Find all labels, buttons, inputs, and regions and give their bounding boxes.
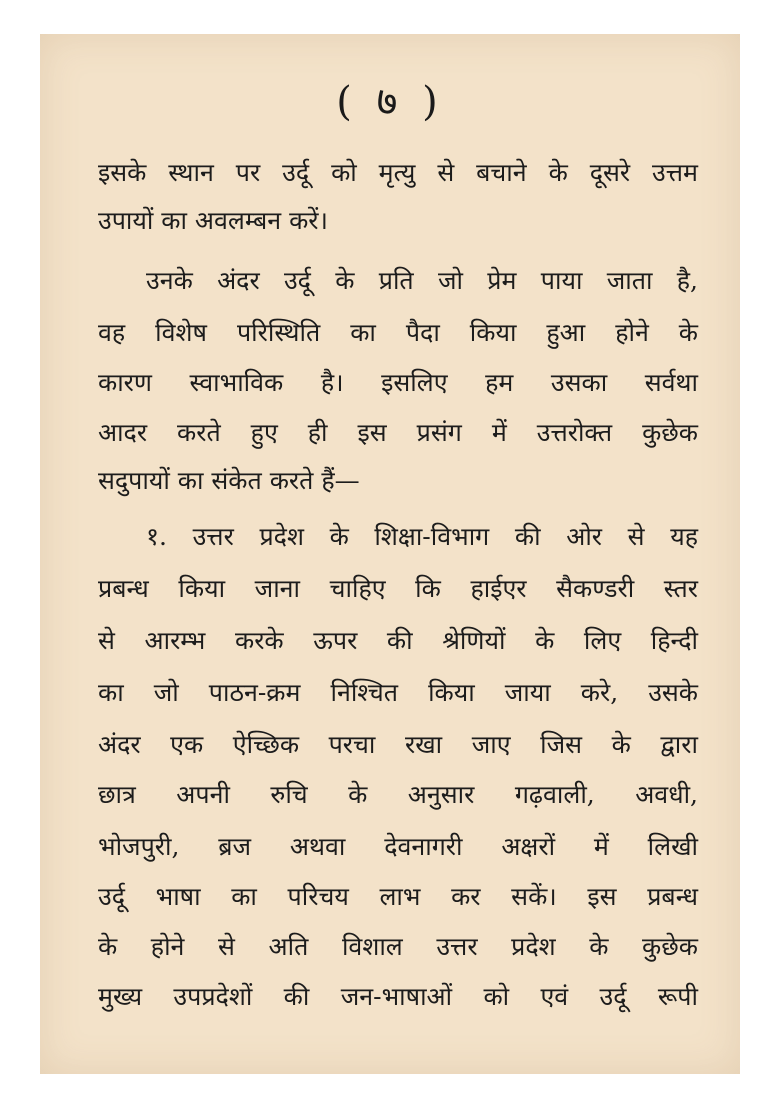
text-line-16: के होने से अति विशाल उत्तर प्रदेश के कुछेक [98,932,698,961]
text-line-1: इसके स्थान पर उर्दू को मृत्यु से बचाने के दूसरे उत्तम [98,158,698,187]
text-line-6: आदर करते हुए ही इस प्रसंग में उत्तरोक्त कुछेक [98,418,698,447]
text-line-5: कारण स्वाभाविक है। इसलिए हम उसका सर्वथा [98,368,698,397]
text-line-11: का जो पाठन-क्रम निश्चित किया जाया करे, उसके [98,678,698,707]
text-line-4: वह विशेष परिस्थिति का पैदा किया हुआ होने के [98,318,698,347]
text-line-2: उपायों का अवलम्बन करें। [98,206,328,235]
text-line-7: सदुपायों का संकेत करते हैं— [98,466,360,495]
text-line-8: १. उत्तर प्रदेश के शिक्षा-विभाग की ओर से यह [146,522,698,551]
text-line-13: छात्र अपनी रुचि के अनुसार गढ़वाली, अवधी, [98,780,698,809]
text-line-12: अंदर एक ऐच्छिक परचा रखा जाए जिस के द्वारा [98,730,698,759]
text-line-3: उनके अंदर उर्दू के प्रति जो प्रेम पाया जाता है, [146,266,698,295]
book-page [40,34,740,1074]
page-number: ( ७ ) [336,79,444,125]
text-line-15: उर्दू भाषा का परिचय लाभ कर सकें। इस प्रबन्ध [98,882,698,911]
text-line-14: भोजपुरी, ब्रज अथवा देवनागरी अक्षरों में लिखी [98,832,698,861]
text-line-10: से आरम्भ करके ऊपर की श्रेणियों के लिए हिन्दी [98,626,698,655]
text-line-9: प्रबन्ध किया जाना चाहिए कि हाईएर सैकण्डरी स्तर [98,574,698,603]
text-line-17: मुख्य उपप्रदेशों की जन-भाषाओं को एवं उर्दू रूपी [98,982,698,1011]
